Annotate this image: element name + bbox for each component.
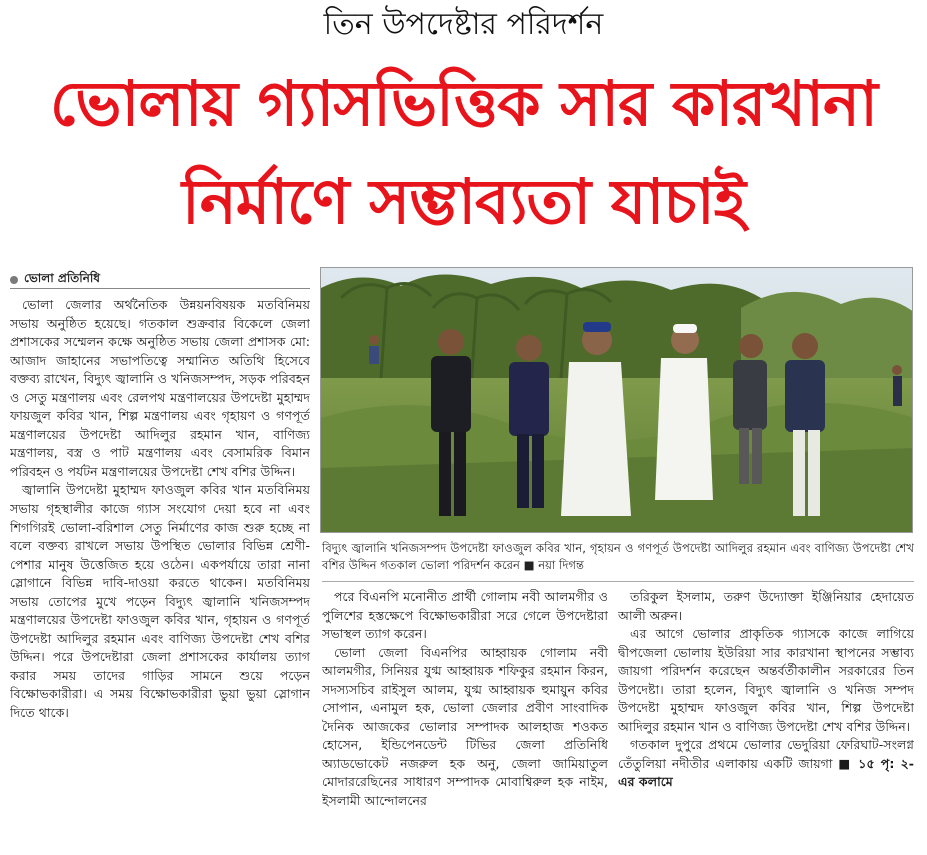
paragraph-text: গতকাল দুপুরে প্রথমে ভোলার ভেদুরিয়া ফেরিঘাট-সংলগ্ন তেঁতুলিয়া নদীতীর এলাকায় একটি জায়গা [618,737,914,771]
article-column-2 [322,588,608,843]
paragraph: জ্বালানি উপদেষ্টা মুহাম্মদ ফাওজুল কবির খান মতবিনিময় সভায় গৃহস্থালীর কাজে গ্যাস সংযোগ দেয়া হবে না এবং শিগগিরই ভোলা-বরিশাল সেতু নির্মাণের কাজ শুরু হচ্ছে না বলে বক্তব্য রাখলে সভায় উপস্থিত ভোলার বিভিন্ন শ্রেণী-পেশার মানুষ উত্তেজিত হয়ে ওঠেন। একপর্যায়ে তারা নানা স্লোগানে বিভিন্ন দাবি-দাওয়া করতে থাকেন। মতবিনিময় সভায় তোপের মুখে পড়েন বিদ্যুৎ জ্বালানি খনিজসম্পদ মন্ত্রণালয়ের উপদেষ্টা ফাওজুল কবির খান, গৃহায়ন ও গণপূর্ত উপদেষ্টা আদিলুর রহমান এবং বাণিজ্য উপদেষ্টা শেখ বশির উদ্দিন। পরে উপদেষ্টারা জেলা প্রশাসকের কার্যালয় ত্যাগ করার সময় তাদের গাড়ির সামনে শুয়ে পড়েন বিক্ষোভকারীরা। এ সময় বিক্ষোভকারীরা ভুয়া ভুয়া স্লোগান দিতে থাকে। [10,482,310,721]
kicker: তিন উপদেষ্টার পরিদর্শন [323,7,604,42]
photo-caption: বিদ্যুৎ জ্বালানি খনিজসম্পদ উপদেষ্টা ফাওজুল কবির খান, গৃহায়ন ও গণপূর্ত উপদেষ্টা আদিলুর রহমান এবং বাণিজ্য উপদেষ্টা শেখ বশির উদ্দিন গতকাল ভোলা পরিদর্শন করেন ■ নয়া দিগন্ত [322,541,914,572]
byline-divider [10,288,310,289]
paragraph: ভোলা জেলা বিএনপির আহ্বায়ক গোলাম নবী আলমগীর, সিনিয়র যুগ্ম আহ্বায়ক শফিকুর রহমান কিরন, সদস্যসচিব রাইসুল আলম, যুগ্ম আহ্বায়ক হুমায়ুন কবির সোপান, এনামুল হক, ভোলা জেলার প্রবীণ সাংবাদিক দৈনিক আজকের ভোলার সম্পাদক আলহাজ শওকত হোসেন, ইন্ডিপেনডেন্ট টিভির জেলা প্রতিনিধি অ্যাডভোকেট নজরুল হক অনু, জেলা জামিয়াতুল মোদাররেছিনের সাধারণ সম্পাদক মোবাশ্বিরুল হক নাইম, ইসলামী আন্দোলনের [322,644,608,809]
headline-line-2: নির্মাণে সম্ভাব্যতা যাচাই [181,165,746,238]
paragraph: পরে বিএনপি মনোনীত প্রার্থী গোলাম নবী আলমগীর ও পুলিশের হস্তক্ষেপে বিক্ষোভকারীরা সরে গেলে উপদেষ্টারা সভাস্থল ত্যাগ করেন। [322,589,608,642]
article-column-1 [10,296,310,846]
byline-text: ভোলা প্রতিনিধি [24,271,101,285]
headline-line-1: ভোলায় গ্যাসভিত্তিক সার কারখানা [50,67,877,140]
paragraph: ভোলা জেলার অর্থনৈতিক উন্নয়নবিষয়ক মতবিনিময় সভায় অনুষ্ঠিত হয়েছে। গতকাল শুক্রবার বিকেলে জেলা প্রশাসকের সম্মেলন কক্ষে অনুষ্ঠিত সভায় জেলা প্রশাসক মো: আজাদ জাহানের সভাপতিত্বে সম্মানিত অতিথি হিসেবে বক্তব্য রাখেন, বিদ্যুৎ জ্বালানি ও খনিজসম্পদ, সড়ক পরিবহন ও সেতু মন্ত্রণালয় এবং রেলপথ মন্ত্রণালয়ের উপদেষ্টা মুহাম্মদ ফায়জুল কবির খান, শিল্প মন্ত্রণালয় এবং গৃহায়ণ ও গণপূর্ত মন্ত্রণালয়ের উপদেষ্টা আদিলুর রহমান খান, বাণিজ্য মন্ত্রণালয়, বস্ত্র ও পাট মন্ত্রণালয় এবং বেসামরিক বিমান পরিবহন ও পর্যটন মন্ত্রণালয়ের উপদেষ্টা শেখ বশির উদ্দিন। [10,297,310,479]
byline [10,270,310,290]
paragraph: তরিকুল ইসলাম, তরুণ উদ্যোক্তা ইঞ্জিনিয়ার হেদায়েত আলী অরুন। [618,589,914,623]
paragraph [618,736,914,792]
article-column-3 [618,588,914,843]
byline-bullet-icon [10,276,18,284]
caption-divider [322,581,914,582]
continuation-link[interactable]: ■ ১৫ পৃ: ২-এর কলামে [618,755,914,790]
paragraph: এর আগে ভোলার প্রাকৃতিক গ্যাসকে কাজে লাগিয়ে দ্বীপজেলা ভোলায় ইউরিয়া সার কারখানা স্থাপনের সম্ভাব্য জায়গা পরিদর্শন করেছেন অন্তর্বর্তীকালীন সরকারের তিন উপদেষ্টা। তারা হলেন, বিদ্যুৎ জ্বালানি ও খনিজ সম্পদ উপদেষ্টা মুহাম্মদ ফাওজুল কবির খান, শিল্প উপদেষ্টা আদিলুর রহমান খান ও বাণিজ্য উপদেষ্টা শেখ বশির উদ্দিন। [618,626,914,734]
news-photo [320,267,913,533]
